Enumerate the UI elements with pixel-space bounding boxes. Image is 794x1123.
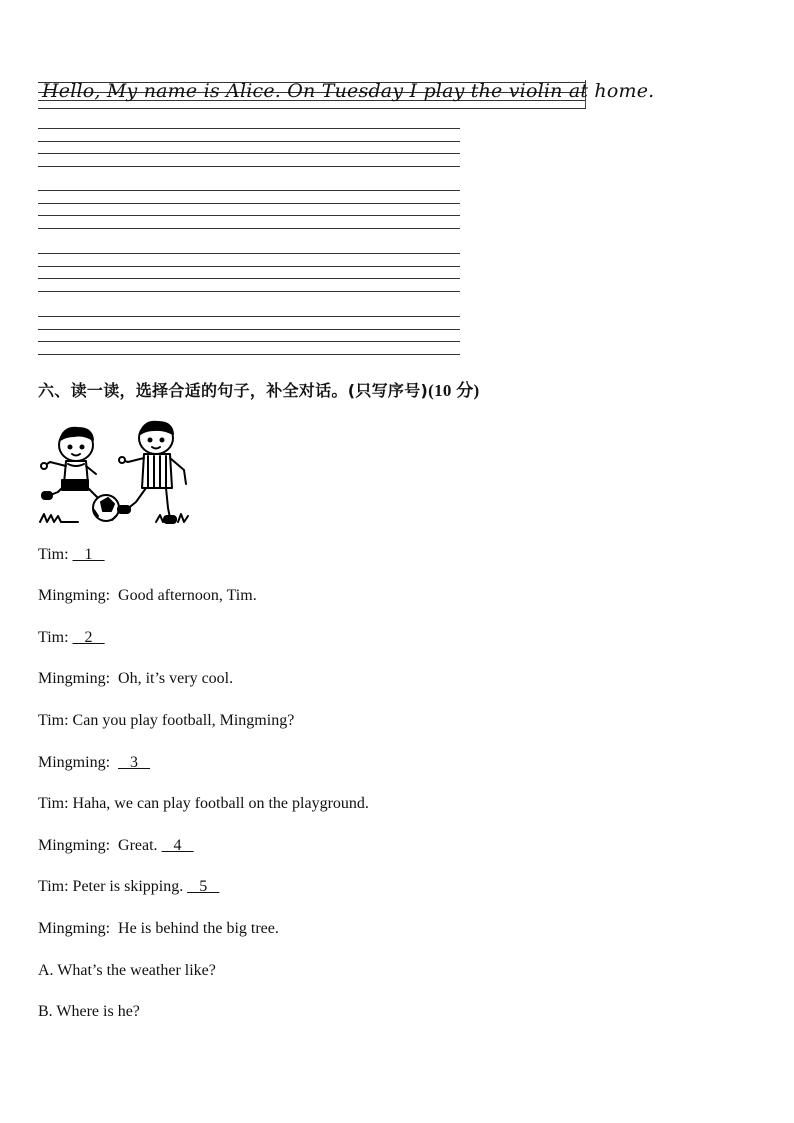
model-sentence-line (38, 78, 655, 110)
option-b: B. Where is he? (38, 1003, 140, 1020)
writing-rule (38, 329, 460, 330)
writing-rule (38, 166, 460, 167)
writing-rule (38, 228, 460, 229)
speaker: Tim: (38, 546, 69, 563)
writing-rule (38, 253, 460, 254)
model-sentence: Hello, My name is Alice. On Tuesday I play the violin at home. (42, 80, 655, 102)
answer-blank-4[interactable]: 4 (173, 837, 182, 854)
answer-blank-2[interactable]: 2 (84, 629, 93, 646)
dialogue-text: Can you play football, Mingming? (72, 712, 295, 729)
dialogue-line-9 (38, 878, 219, 896)
dialogue-line-1 (38, 546, 105, 564)
boys-playing-football-icon (38, 418, 190, 528)
speaker: Tim: (38, 878, 69, 895)
writing-rule (38, 141, 460, 142)
writing-rule (38, 316, 460, 317)
writing-rule (38, 190, 460, 191)
answer-blank-3[interactable]: 3 (130, 754, 139, 771)
section-heading (38, 376, 480, 401)
dialogue-line-2 (38, 587, 257, 605)
speaker: Tim: (38, 795, 69, 812)
dialogue-text: Oh, it’s very cool. (118, 670, 234, 687)
dialogue-line-5 (38, 712, 294, 730)
dialogue-line-6 (38, 754, 150, 772)
writing-lines-group-3[interactable] (38, 253, 460, 293)
writing-rule (38, 153, 460, 154)
writing-rule (38, 215, 460, 216)
writing-rule (38, 128, 460, 129)
writing-lines-group-1[interactable] (38, 128, 460, 168)
speaker: Mingming: (38, 920, 111, 937)
speaker: Mingming: (38, 587, 111, 604)
guide-rule (38, 108, 586, 109)
option-a: A. What’s the weather like? (38, 962, 216, 979)
dialogue-text: Peter is skipping. (72, 878, 184, 895)
section-score: (10 分) (428, 381, 480, 400)
writing-rule (38, 278, 460, 279)
writing-rule (38, 354, 460, 355)
speaker: Mingming: (38, 837, 111, 854)
dialogue-line-4 (38, 670, 233, 688)
writing-lines-group-2[interactable] (38, 190, 460, 230)
dialogue-text: He is behind the big tree. (118, 920, 279, 937)
answer-blank-1[interactable]: 1 (84, 546, 93, 563)
writing-rule (38, 291, 460, 292)
speaker: Mingming: (38, 670, 111, 687)
speaker: Mingming: (38, 754, 111, 771)
dialogue-text: Good afternoon, Tim. (118, 587, 257, 604)
writing-rule (38, 203, 460, 204)
dialogue-line-10 (38, 920, 279, 938)
dialogue-text: Great. (118, 837, 158, 854)
speaker: Tim: (38, 629, 69, 646)
dialogue-line-3 (38, 629, 105, 647)
dialogue-line-7 (38, 795, 369, 813)
dialogue-line-8 (38, 837, 194, 855)
writing-rule (38, 341, 460, 342)
speaker: Tim: (38, 712, 69, 729)
dialogue-text: Haha, we can play football on the playground. (72, 795, 369, 812)
answer-blank-5[interactable]: 5 (199, 878, 208, 895)
writing-lines-group-4[interactable] (38, 316, 460, 356)
section-title-text: 六、读一读，选择合适的句子，补全对话。(只写序号) (38, 381, 429, 400)
writing-rule (38, 266, 460, 267)
